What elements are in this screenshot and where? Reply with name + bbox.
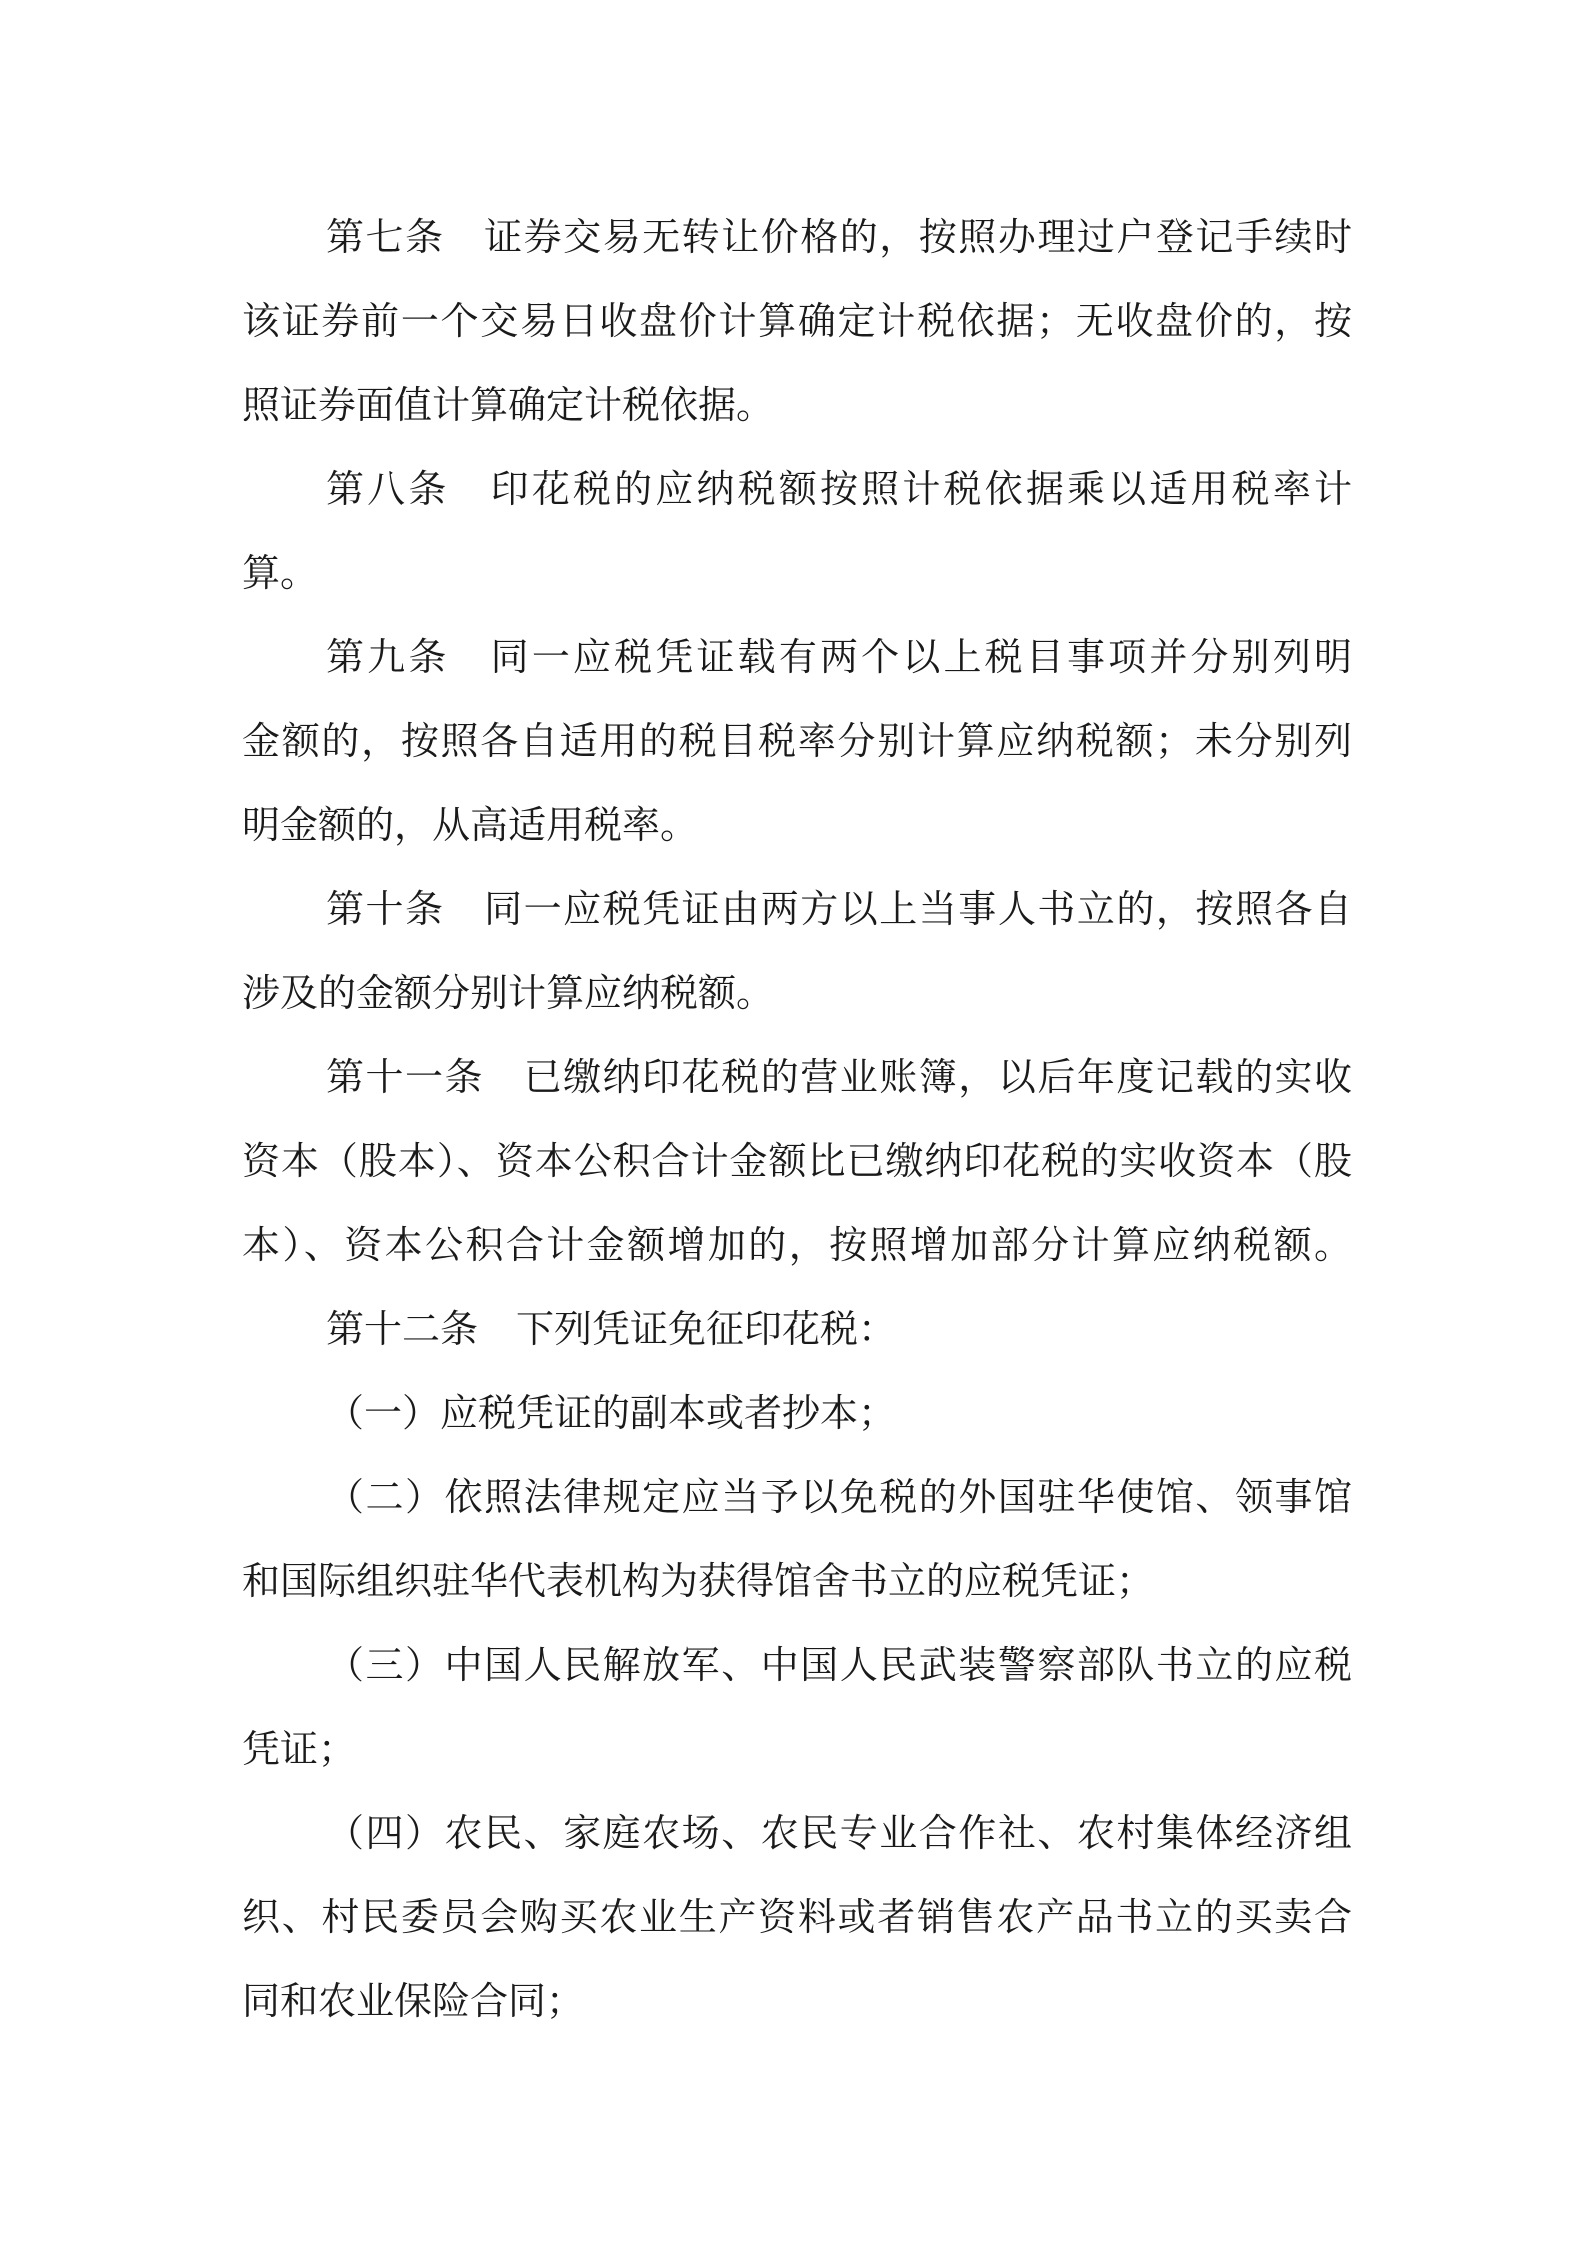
text-line: 明金额的，从高适用税率。	[242, 803, 699, 847]
text-line: 第七条 证券交易无转让价格的，按照办理过户登记手续时	[326, 215, 1352, 259]
text-line: 凭证；	[242, 1727, 357, 1771]
text-line: （四）农民、家庭农场、农民专业合作社、农村集体经济组	[326, 1811, 1352, 1855]
text-line: 金额的，按照各自适用的税目税率分别计算应纳税额；未分别列	[242, 719, 1352, 763]
text-line: （二）依照法律规定应当予以免税的外国驻华使馆、领事馆	[326, 1475, 1352, 1519]
text-line: 第八条 印花税的应纳税额按照计税依据乘以适用税率计	[326, 467, 1352, 511]
text-line: （一）应税凭证的副本或者抄本；	[326, 1391, 897, 1435]
text-line: 第十一条 已缴纳印花税的营业账簿，以后年度记载的实收	[326, 1055, 1352, 1099]
text-line: 资本（股本）、资本公积合计金额比已缴纳印花税的实收资本（股	[242, 1139, 1352, 1183]
text-line: 涉及的金额分别计算应纳税额。	[242, 971, 775, 1015]
text-line: 同和农业保险合同；	[242, 1979, 585, 2023]
text-line: 和国际组织驻华代表机构为获得馆舍书立的应税凭证；	[242, 1559, 1155, 1603]
text-line: 本）、资本公积合计金额增加的，按照增加部分计算应纳税额。	[242, 1223, 1352, 1267]
text-line: 第十条 同一应税凭证由两方以上当事人书立的，按照各自	[326, 887, 1352, 931]
text-line: 第十二条 下列凭证免征印花税：	[326, 1307, 897, 1351]
text-line: 算。	[242, 551, 319, 595]
text-line: （三）中国人民解放军、中国人民武装警察部队书立的应税	[326, 1643, 1352, 1687]
text-line: 照证券面值计算确定计税依据。	[242, 383, 775, 427]
text-line: 第九条 同一应税凭证载有两个以上税目事项并分别列明	[326, 635, 1352, 679]
text-line: 该证券前一个交易日收盘价计算确定计税依据；无收盘价的，按	[242, 299, 1352, 343]
text-line: 织、村民委员会购买农业生产资料或者销售农产品书立的买卖合	[242, 1895, 1352, 1939]
